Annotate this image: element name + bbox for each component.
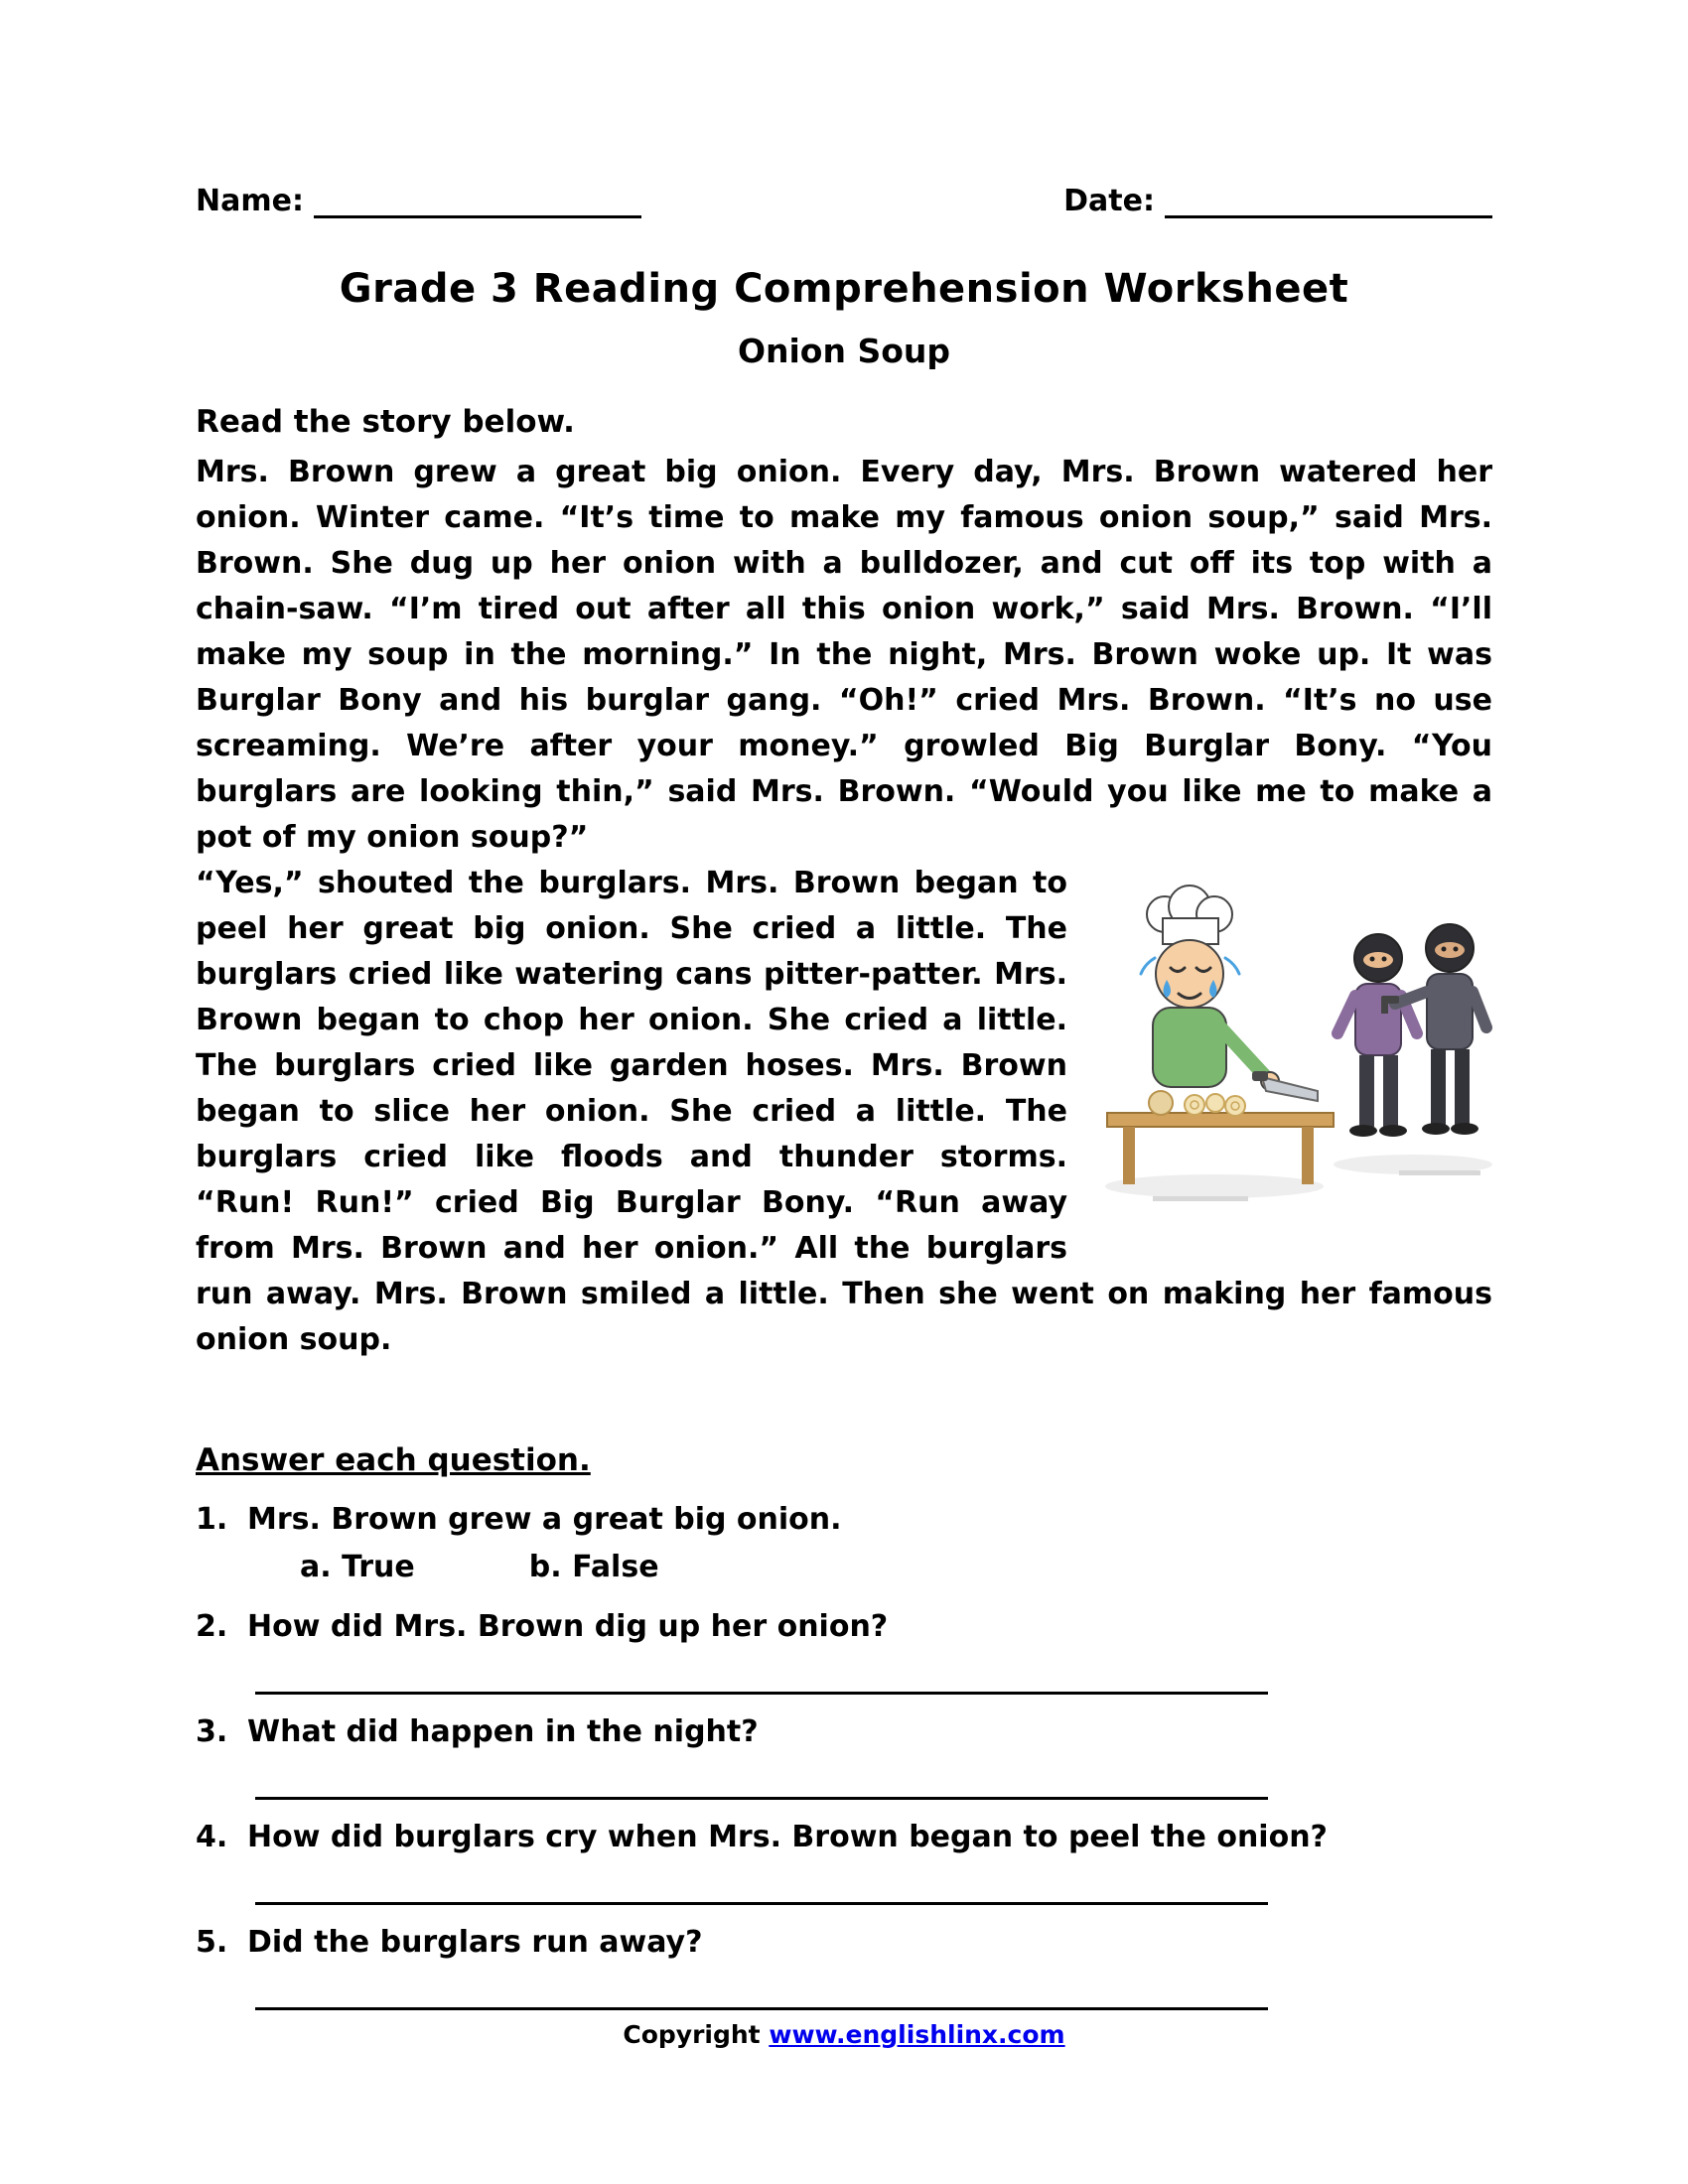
question-1-choices bbox=[300, 1546, 1492, 1589]
name-blank-line[interactable] bbox=[314, 189, 641, 218]
question-1-number: 1. bbox=[196, 1502, 228, 1537]
question-4-number: 4. bbox=[196, 1820, 228, 1854]
question-2-answer-line[interactable] bbox=[255, 1675, 1268, 1695]
question-3 bbox=[196, 1710, 1492, 1800]
page-title: Grade 3 Reading Comprehension Worksheet bbox=[339, 266, 1349, 312]
question-5 bbox=[196, 1921, 1492, 2010]
englishlinx-link[interactable]: www.englishlinx.com bbox=[769, 2020, 1065, 2049]
question-4-answer-line[interactable] bbox=[255, 1885, 1268, 1905]
burglar-figures bbox=[1337, 924, 1486, 1175]
choice-false[interactable]: b. False bbox=[528, 1550, 659, 1584]
question-2-text: How did Mrs. Brown dig up her onion? bbox=[247, 1609, 889, 1644]
choice-true[interactable]: a. True bbox=[300, 1550, 415, 1584]
questions-section bbox=[196, 1442, 1492, 2010]
read-instruction: Read the story below. bbox=[196, 404, 575, 440]
question-2 bbox=[196, 1605, 1492, 1695]
question-5-number: 5. bbox=[196, 1925, 228, 1960]
story-illustration bbox=[1095, 867, 1492, 1244]
question-4-text: How did burglars cry when Mrs. Brown began to peel the onion? bbox=[247, 1820, 1328, 1854]
story-part1: Mrs. Brown grew a great big onion. Every day, Mrs. Brown watered her onion. Winter came. “It’s time to make my famous onion soup,” said Mrs. Brown. She dug up her onion with a bulldozer, and cut off its top with a chain-saw. “I’m tired out after all this onion work,” said Mrs. Brown. “I’ll make my soup in the morning.” In the night, Mrs. Brown woke up. It was Burglar Bony and his burglar gang. “Oh!” cried Mrs. Brown. “It’s no use screaming. We’re after your money.” growled Big Burglar Bony. “You burglars are looking thin,” said Mrs. Brown. “Would you like me to make a pot of my onion soup?” bbox=[196, 455, 1492, 855]
question-5-text: Did the burglars run away? bbox=[247, 1925, 703, 1960]
copyright-label: Copyright bbox=[623, 2020, 770, 2049]
story-part2: “Yes,” shouted the burglars. Mrs. Brown began to peel her great big onion. She cried a little. The burglars cried like watering cans pitter-patter. Mrs. Brown began to chop her onion. She cried a little. The burglars cried like garden hoses. Mrs. Brown began to slice her onion. She cried a little. The burglars cried like floods and thunder storms. “Run! Run!” cried Big Burglar Bony. “Run away from Mrs. Brown and her onion.” All the burglars run away. Mrs. Brown smiled a little. Then she went on making her famous onion soup. bbox=[196, 866, 1492, 1357]
story bbox=[196, 450, 1492, 1363]
question-3-number: 3. bbox=[196, 1714, 228, 1749]
question-1 bbox=[196, 1498, 1492, 1589]
name-field bbox=[196, 184, 641, 218]
question-1-text: Mrs. Brown grew a great big onion. bbox=[247, 1502, 842, 1537]
question-2-number: 2. bbox=[196, 1609, 228, 1644]
onion-soup-clipart bbox=[1095, 867, 1492, 1244]
question-5-answer-line[interactable] bbox=[255, 1990, 1268, 2010]
date-label: Date: bbox=[1063, 184, 1155, 218]
date-field bbox=[1063, 184, 1492, 218]
questions-header: Answer each question. bbox=[196, 1442, 591, 1478]
footer bbox=[196, 2020, 1492, 2049]
cook-figure bbox=[1107, 886, 1334, 1201]
question-3-text: What did happen in the night? bbox=[247, 1714, 759, 1749]
date-blank-line[interactable] bbox=[1165, 189, 1492, 218]
name-label: Name: bbox=[196, 184, 304, 218]
question-3-answer-line[interactable] bbox=[255, 1780, 1268, 1800]
question-4 bbox=[196, 1816, 1492, 1905]
header-row bbox=[196, 184, 1492, 218]
page-subtitle: Onion Soup bbox=[737, 332, 951, 370]
